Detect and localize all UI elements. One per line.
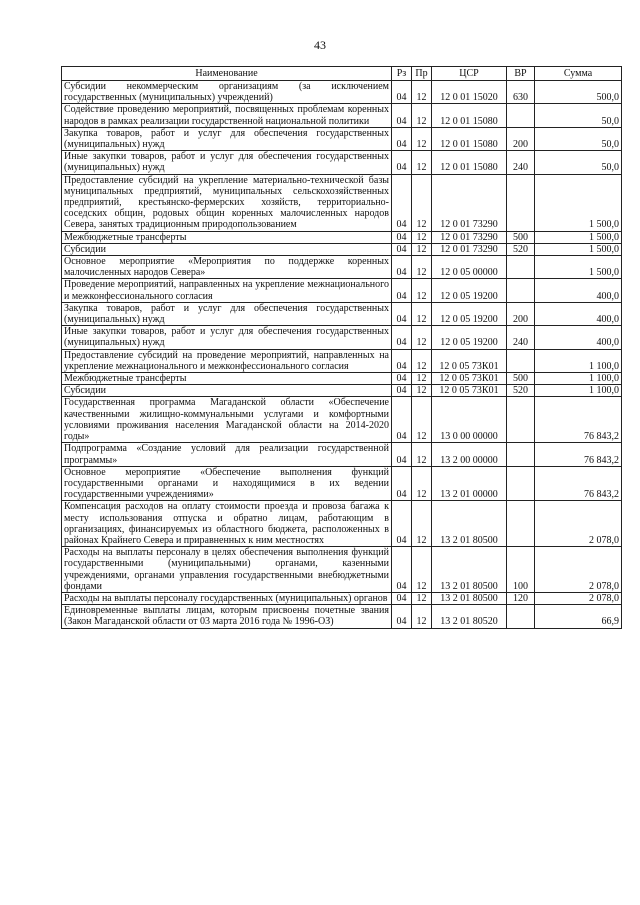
row-pr: 12 — [412, 443, 432, 466]
row-name: Субсидии — [62, 243, 392, 255]
row-sum: 1 500,0 — [535, 256, 622, 279]
row-vr: 200 — [507, 127, 535, 150]
row-csr: 12 0 05 19200 — [432, 279, 507, 302]
row-csr: 13 2 01 00000 — [432, 466, 507, 501]
row-pr: 12 — [412, 127, 432, 150]
row-name: Субсидии некоммерческим организациям (за исключением государственных (муниципальных) учреждений) — [62, 81, 392, 104]
row-vr — [507, 443, 535, 466]
row-pr: 12 — [412, 547, 432, 593]
row-vr: 200 — [507, 302, 535, 325]
row-sum: 500,0 — [535, 81, 622, 104]
header-sum: Сумма — [535, 67, 622, 81]
row-pr: 12 — [412, 501, 432, 547]
row-name: Предоставление субсидий на укрепление материально-технической базы муниципальных предприятий, муниципальных сельскохозяйственных предприятий, крестьянско-фермерских хозяйств, территориально-соседских общин, родовых общин коренных малочисленных народов Севера, занятых традиционным природопользованием — [62, 174, 392, 231]
header-vr: ВР — [507, 67, 535, 81]
row-sum: 1 100,0 — [535, 385, 622, 397]
row-vr: 240 — [507, 326, 535, 349]
table-row — [62, 174, 622, 231]
row-rz: 04 — [392, 605, 412, 628]
row-name: Компенсация расходов на оплату стоимости проезда и провоза багажа к месту использования отпуска и обратно лицам, работающим в организациях, финансируемых из областного бюджета, расположенных в районах Крайнего Севера и приравненных к ним местностях — [62, 501, 392, 547]
row-csr: 12 0 01 73290 — [432, 231, 507, 243]
table-row — [62, 397, 622, 443]
row-csr: 12 0 01 15080 — [432, 127, 507, 150]
row-sum: 50,0 — [535, 151, 622, 174]
row-sum: 50,0 — [535, 127, 622, 150]
row-csr: 13 2 01 80500 — [432, 547, 507, 593]
table-row — [62, 326, 622, 349]
table-row — [62, 443, 622, 466]
row-csr: 12 0 05 73К01 — [432, 385, 507, 397]
row-pr: 12 — [412, 349, 432, 372]
row-sum: 400,0 — [535, 279, 622, 302]
row-pr: 12 — [412, 279, 432, 302]
row-rz: 04 — [392, 302, 412, 325]
row-name: Основное мероприятие «Обеспечение выполнения функций государственными органами и находящимися в их ведении государственными учреждениями» — [62, 466, 392, 501]
row-vr — [507, 174, 535, 231]
table-row — [62, 592, 622, 604]
row-csr: 12 0 01 15080 — [432, 104, 507, 127]
row-vr: 120 — [507, 592, 535, 604]
row-vr — [507, 397, 535, 443]
table-row — [62, 104, 622, 127]
row-vr: 520 — [507, 385, 535, 397]
row-pr: 12 — [412, 373, 432, 385]
row-sum: 66,9 — [535, 605, 622, 628]
row-csr: 12 0 05 19200 — [432, 302, 507, 325]
row-pr: 12 — [412, 231, 432, 243]
row-name: Подпрограмма «Создание условий для реализации государственной программы» — [62, 443, 392, 466]
table-row — [62, 349, 622, 372]
row-rz: 04 — [392, 466, 412, 501]
row-name: Закупка товаров, работ и услуг для обеспечения государственных (муниципальных) нужд — [62, 302, 392, 325]
table-row — [62, 243, 622, 255]
row-vr — [507, 349, 535, 372]
row-pr: 12 — [412, 605, 432, 628]
row-vr: 240 — [507, 151, 535, 174]
row-csr: 13 0 00 00000 — [432, 397, 507, 443]
row-rz: 04 — [392, 127, 412, 150]
row-sum: 76 843,2 — [535, 397, 622, 443]
row-name: Расходы на выплаты персоналу в целях обеспечения выполнения функций государственными (муниципальными) органами, казенными учреждениями, органами управления государственными внебюджетными фондами — [62, 547, 392, 593]
table-row — [62, 385, 622, 397]
row-rz: 04 — [392, 443, 412, 466]
header-row — [62, 67, 622, 81]
row-pr: 12 — [412, 174, 432, 231]
row-rz: 04 — [392, 397, 412, 443]
row-csr: 12 0 01 73290 — [432, 243, 507, 255]
row-csr: 13 2 00 00000 — [432, 443, 507, 466]
header-rz: Рз — [392, 67, 412, 81]
row-rz: 04 — [392, 547, 412, 593]
row-rz: 04 — [392, 326, 412, 349]
row-csr: 12 0 05 19200 — [432, 326, 507, 349]
row-vr — [507, 605, 535, 628]
row-rz: 04 — [392, 243, 412, 255]
row-rz: 04 — [392, 104, 412, 127]
row-rz: 04 — [392, 256, 412, 279]
row-sum: 1 100,0 — [535, 373, 622, 385]
row-name: Иные закупки товаров, работ и услуг для обеспечения государственных (муниципальных) нужд — [62, 151, 392, 174]
row-vr: 630 — [507, 81, 535, 104]
table-row — [62, 501, 622, 547]
row-pr: 12 — [412, 302, 432, 325]
row-rz: 04 — [392, 231, 412, 243]
row-pr: 12 — [412, 385, 432, 397]
row-csr: 13 2 01 80520 — [432, 605, 507, 628]
row-csr: 12 0 01 15080 — [432, 151, 507, 174]
row-pr: 12 — [412, 397, 432, 443]
row-vr — [507, 256, 535, 279]
row-name: Предоставление субсидий на проведение мероприятий, направленных на укрепление межнационального и межконфессионального согласия — [62, 349, 392, 372]
row-pr: 12 — [412, 256, 432, 279]
row-sum: 1 500,0 — [535, 243, 622, 255]
row-csr: 12 0 01 15020 — [432, 81, 507, 104]
table-row — [62, 605, 622, 628]
row-vr — [507, 501, 535, 547]
row-pr: 12 — [412, 81, 432, 104]
page-number: 43 — [314, 38, 326, 52]
row-sum: 2 078,0 — [535, 501, 622, 547]
table-row — [62, 373, 622, 385]
row-csr: 13 2 01 80500 — [432, 501, 507, 547]
row-csr: 12 0 01 73290 — [432, 174, 507, 231]
row-pr: 12 — [412, 466, 432, 501]
row-rz: 04 — [392, 373, 412, 385]
row-vr: 500 — [507, 231, 535, 243]
header-name: Наименование — [62, 67, 392, 81]
row-name: Субсидии — [62, 385, 392, 397]
row-pr: 12 — [412, 243, 432, 255]
row-name: Межбюджетные трансферты — [62, 373, 392, 385]
row-pr: 12 — [412, 104, 432, 127]
row-rz: 04 — [392, 592, 412, 604]
header-pr: Пр — [412, 67, 432, 81]
row-sum: 400,0 — [535, 326, 622, 349]
row-sum: 400,0 — [535, 302, 622, 325]
header-csr: ЦСР — [432, 67, 507, 81]
table-row — [62, 302, 622, 325]
row-sum: 2 078,0 — [535, 592, 622, 604]
row-sum: 76 843,2 — [535, 443, 622, 466]
table-row — [62, 151, 622, 174]
row-sum: 1 100,0 — [535, 349, 622, 372]
row-name: Единовременные выплаты лицам, которым присвоены почетные звания (Закон Магаданской области от 03 марта 2016 года № 1996-ОЗ) — [62, 605, 392, 628]
row-pr: 12 — [412, 326, 432, 349]
row-name: Закупка товаров, работ и услуг для обеспечения государственных (муниципальных) нужд — [62, 127, 392, 150]
row-sum: 50,0 — [535, 104, 622, 127]
row-name: Проведение мероприятий, направленных на укрепление межнационального и межконфессионального согласия — [62, 279, 392, 302]
row-name: Иные закупки товаров, работ и услуг для обеспечения государственных (муниципальных) нужд — [62, 326, 392, 349]
row-vr: 100 — [507, 547, 535, 593]
table-row — [62, 231, 622, 243]
row-sum: 76 843,2 — [535, 466, 622, 501]
row-csr: 12 0 05 73К01 — [432, 349, 507, 372]
row-csr: 12 0 05 00000 — [432, 256, 507, 279]
row-rz: 04 — [392, 501, 412, 547]
row-name: Содействие проведению мероприятий, посвященных проблемам коренных народов в рамках реализации государственной национальной политики — [62, 104, 392, 127]
row-vr — [507, 104, 535, 127]
row-rz: 04 — [392, 279, 412, 302]
row-pr: 12 — [412, 151, 432, 174]
row-rz: 04 — [392, 174, 412, 231]
row-sum: 2 078,0 — [535, 547, 622, 593]
row-vr — [507, 466, 535, 501]
row-csr: 13 2 01 80500 — [432, 592, 507, 604]
row-name: Межбюджетные трансферты — [62, 231, 392, 243]
row-name: Расходы на выплаты персоналу государственных (муниципальных) органов — [62, 592, 392, 604]
row-csr: 12 0 05 73К01 — [432, 373, 507, 385]
row-vr: 520 — [507, 243, 535, 255]
row-vr: 500 — [507, 373, 535, 385]
row-pr: 12 — [412, 592, 432, 604]
row-name: Государственная программа Магаданской области «Обеспечение качественными жилищно-коммунальными услугами и комфортными условиями проживания населения Магаданской области на 2014-2020 годы» — [62, 397, 392, 443]
table-row — [62, 466, 622, 501]
row-rz: 04 — [392, 151, 412, 174]
table-row — [62, 127, 622, 150]
row-rz: 04 — [392, 349, 412, 372]
row-name: Основное мероприятие «Мероприятия по поддержке коренных малочисленных народов Севера» — [62, 256, 392, 279]
budget-table — [61, 66, 622, 629]
row-sum: 1 500,0 — [535, 174, 622, 231]
table-row — [62, 547, 622, 593]
row-rz: 04 — [392, 385, 412, 397]
table-row — [62, 256, 622, 279]
table-row — [62, 81, 622, 104]
row-rz: 04 — [392, 81, 412, 104]
row-sum: 1 500,0 — [535, 231, 622, 243]
row-vr — [507, 279, 535, 302]
table-row — [62, 279, 622, 302]
